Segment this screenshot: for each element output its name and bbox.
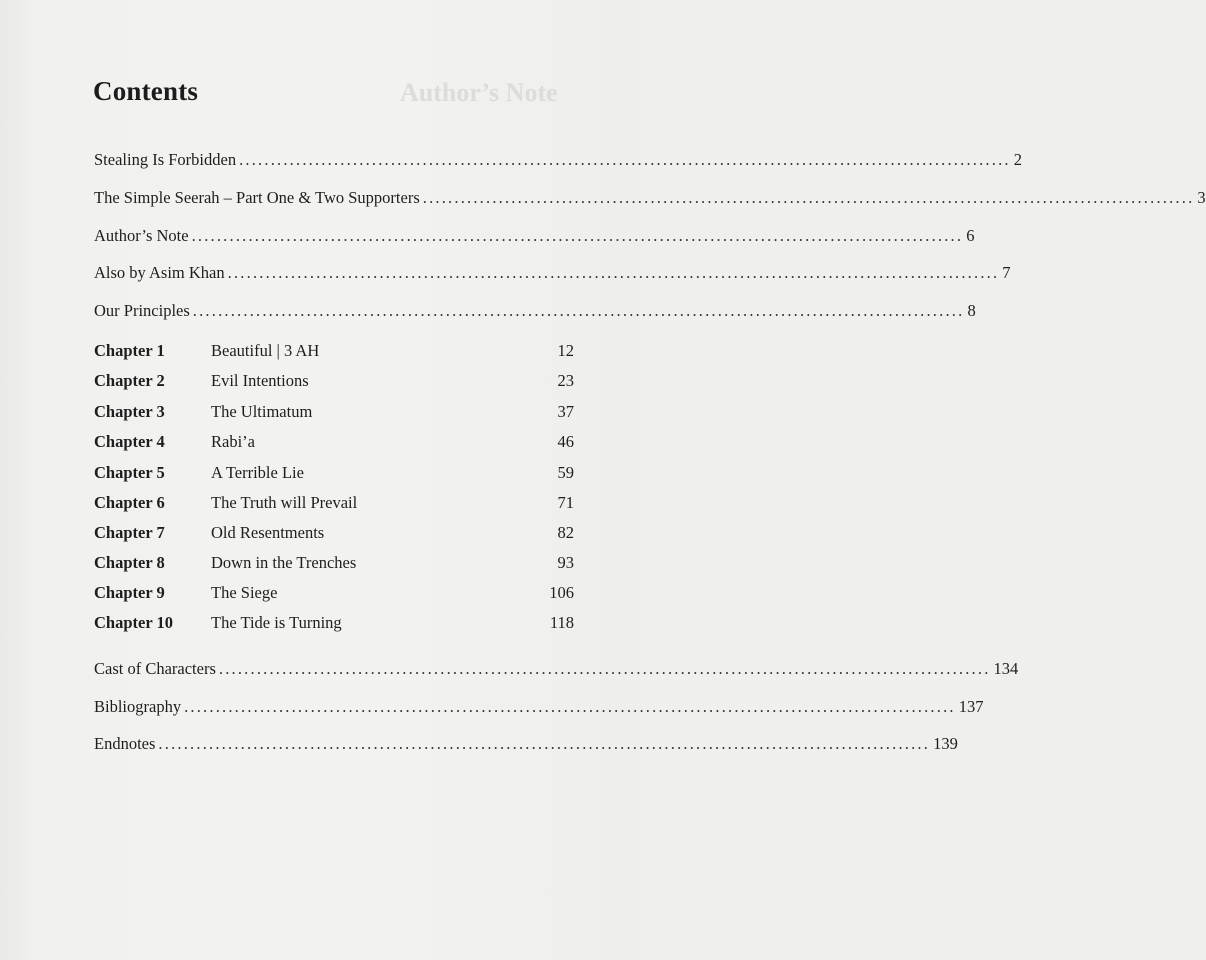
chapter-title: Beautiful | 3 AH — [211, 341, 320, 360]
chapter-title: The Siege — [211, 583, 278, 602]
dot-leader: .......................................................................................................................... — [184, 697, 956, 716]
chapter-title: Rabi’a — [211, 432, 255, 451]
chapter-number: Chapter 7 — [94, 523, 165, 542]
toc-entry-label: Author’s Note — [94, 226, 189, 245]
toc-entry — [94, 150, 1022, 170]
toc-entry-label: Endnotes — [94, 734, 156, 753]
chapter-number: Chapter 9 — [94, 583, 165, 602]
dot-leader: .......................................................................................................................... — [239, 150, 1011, 169]
dot-leader: .......................................................................................................................... — [218, 659, 991, 678]
toc-entry — [94, 659, 1019, 679]
toc-entry-label: Bibliography — [94, 697, 182, 716]
chapter-page: 93 — [557, 553, 574, 572]
chapter-number: Chapter 2 — [94, 371, 165, 390]
dot-leader: .......................................................................................................................... — [191, 226, 964, 245]
chapter-number: Chapter 6 — [94, 493, 165, 512]
toc-entry-page: 134 — [993, 659, 1019, 678]
chapter-number: Chapter 5 — [94, 463, 165, 482]
chapter-number: Chapter 1 — [94, 341, 165, 360]
chapter-number: Chapter 3 — [94, 402, 165, 421]
toc-entry-page: 2 — [1013, 150, 1022, 169]
chapter-page: 82 — [557, 523, 574, 542]
toc-entry-page: 8 — [967, 301, 976, 320]
chapter-title: A Terrible Lie — [211, 463, 304, 482]
toc-entry — [94, 697, 984, 717]
chapter-number: Chapter 4 — [94, 432, 165, 451]
toc-entry-label: Also by Asim Khan — [94, 263, 225, 282]
page-title: Contents — [93, 76, 199, 106]
chapter-title: Down in the Trenches — [211, 553, 357, 572]
toc-entry-label: Stealing Is Forbidden — [94, 150, 237, 169]
dot-leader: .......................................................................................................................... — [158, 734, 931, 753]
chapter-page: 71 — [557, 493, 574, 512]
toc-entry-page: 6 — [966, 226, 975, 245]
toc-entry-page: 7 — [1002, 263, 1011, 282]
chapter-page: 46 — [557, 432, 574, 451]
toc-entry-label: Cast of Characters — [94, 659, 216, 678]
chapter-page: 12 — [557, 341, 574, 360]
bleed-through-text: Author’s Note — [400, 78, 558, 107]
toc-entry-label: The Simple Seerah – Part One & Two Supporters — [94, 188, 420, 207]
chapter-title: Evil Intentions — [211, 371, 309, 390]
chapter-number: Chapter 10 — [94, 613, 173, 632]
toc-entry-page: 137 — [958, 697, 984, 716]
dot-leader: .......................................................................................................................... — [192, 301, 965, 320]
toc-entry — [94, 301, 976, 321]
chapter-page: 37 — [557, 402, 574, 421]
chapter-title: Old Resentments — [211, 523, 325, 542]
toc-entry — [94, 734, 958, 754]
toc-entry-page: 3 — [1197, 188, 1206, 207]
dot-leader: .......................................................................................................................... — [227, 263, 1000, 282]
dot-leader: .......................................................................................................................... — [422, 188, 1195, 207]
chapter-title: The Ultimatum — [211, 402, 313, 421]
toc-entry — [94, 263, 1011, 283]
chapter-page: 118 — [549, 613, 574, 632]
chapter-page: 59 — [557, 463, 574, 482]
chapter-title: The Tide is Turning — [211, 613, 342, 632]
toc-entry-page: 139 — [933, 734, 958, 753]
chapter-title: The Truth will Prevail — [211, 493, 358, 512]
toc-entry — [94, 188, 1206, 208]
chapter-page: 23 — [557, 371, 574, 390]
chapter-number: Chapter 8 — [94, 553, 165, 572]
chapter-page: 106 — [549, 583, 574, 602]
toc-entry-label: Our Principles — [94, 301, 190, 320]
toc-entry — [94, 226, 975, 246]
